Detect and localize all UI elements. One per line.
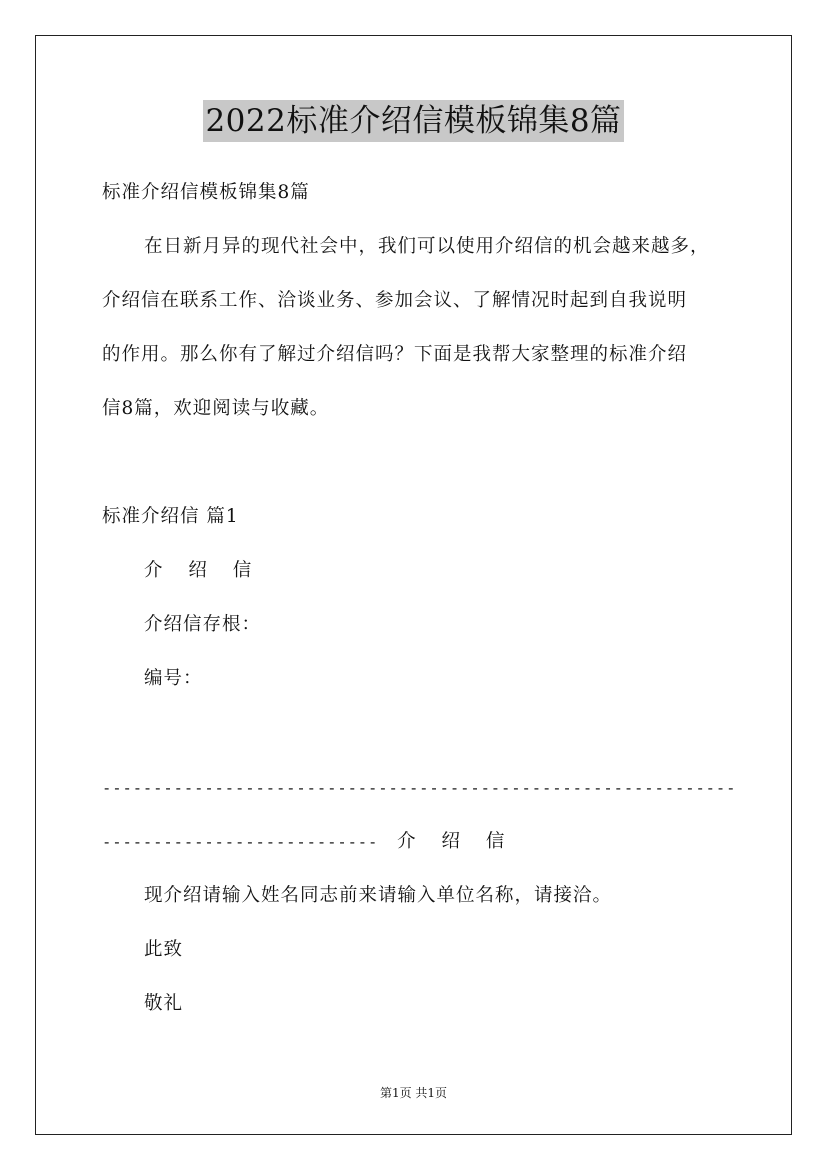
title-container: [0, 100, 827, 142]
number-label: 编号：: [144, 668, 203, 689]
page-footer: 第1页 共1页: [379, 1086, 448, 1100]
closing-regards: 敬礼: [144, 993, 184, 1014]
letter-body: 现介绍请输入姓名同志前来请输入单位名称，请接洽。: [144, 885, 613, 906]
letter-title: 介 绍 信: [144, 560, 262, 581]
intro-paragraph-line: 介绍信在联系工作、洽谈业务、参加会议、了解情况时起到自我说明: [102, 290, 688, 311]
document-subtitle: 标准介绍信模板锦集8篇: [102, 182, 310, 203]
stub-label: 介绍信存根：: [144, 614, 262, 635]
intro-paragraph-line: 的作用。那么你有了解过介绍信吗？下面是我帮大家整理的标准介绍: [102, 344, 688, 365]
closing-salutation: 此致: [144, 939, 184, 960]
separator-dash-line: --------------------------------------------------------------: [102, 779, 737, 797]
separator-with-title: [102, 830, 514, 854]
intro-paragraph-line: 在日新月异的现代社会中，我们可以使用介绍信的机会越来越多，: [144, 236, 710, 257]
document-title: 2022标准介绍信模板锦集8篇: [203, 100, 623, 142]
section-heading: 标准介绍信 篇1: [102, 506, 239, 527]
intro-paragraph-line: 信8篇，欢迎阅读与收藏。: [102, 398, 330, 419]
letter-title-repeat: 介 绍 信: [397, 831, 515, 852]
separator-dash-line: ---------------------------: [102, 833, 379, 851]
